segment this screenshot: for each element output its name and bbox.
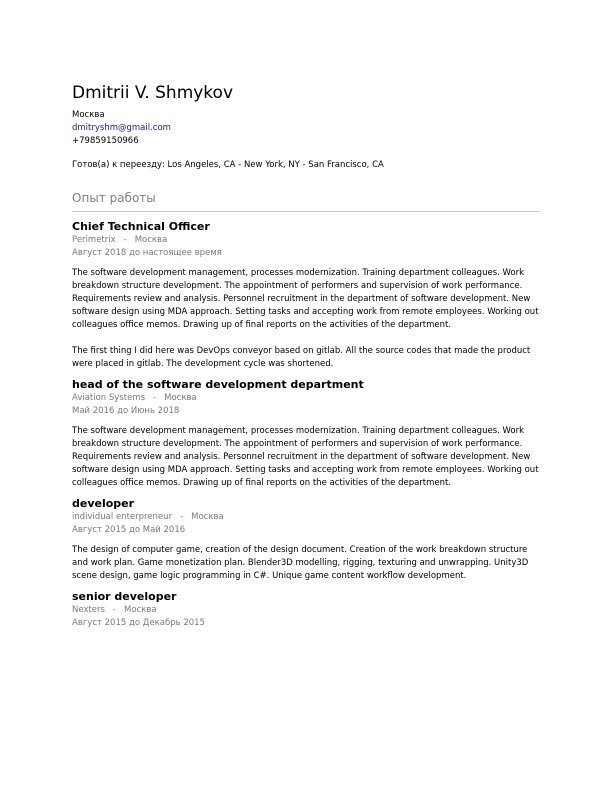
- separator: -: [153, 393, 157, 403]
- job-entry: [72, 378, 540, 490]
- job-company-line: [72, 234, 540, 247]
- candidate-name: Dmitrii V. Shmykov: [72, 83, 234, 103]
- job-description-paragraph: The design of computer game, creation of the design document. Creation of the work breakdown structure and work plan. Game monetization plan. Blender3D modelling, rigging, texturing and unwrapping. Unity3D scene design, game logic programming in C#. Unique game content workflow development.: [72, 545, 529, 581]
- job-company-line: [72, 392, 540, 405]
- job-company: individual enterpreneur: [72, 512, 173, 522]
- job-city: Москва: [164, 393, 197, 403]
- job-city: Москва: [124, 605, 157, 615]
- section-title-experience: Опыт работы: [72, 190, 540, 212]
- job-city: Москва: [191, 512, 224, 522]
- job-description-paragraph: The software development management, processes modernization. Training department colleagues. Work breakdown structure development. The appointment of performers and supervision of work performance. Requirements review and analysis. Personnel recruitment in the department of software development. New software design using MDA approach. Setting tasks and accepting work from remote employees. Working out colleagues office memos. Drawing up of final reports on the activities of the department.: [72, 426, 539, 488]
- job-title: senior developer: [72, 590, 177, 603]
- city: Москва: [72, 110, 105, 120]
- job-description-paragraph: The software development management, processes modernization. Training department colleagues. Work breakdown structure development. The appointment of performers and supervision of work performance. Requirements review and analysis. Personnel recruitment in the department of software development. New software design using MDA approach. Setting tasks and accepting work from remote employees. Working out colleagues office memos. Drawing up of final reports on the activities of the department.: [72, 268, 539, 330]
- separator: -: [180, 512, 184, 522]
- job-city: Москва: [134, 235, 168, 245]
- job-company-line: [72, 511, 540, 524]
- job-entry: [72, 220, 540, 371]
- job-list: [72, 220, 540, 630]
- job-description: [72, 425, 540, 490]
- job-company: Aviation Systems: [72, 393, 146, 403]
- separator: -: [123, 235, 127, 245]
- job-company: Nexters: [72, 605, 105, 615]
- job-description: [72, 267, 540, 371]
- job-description-paragraph: The first thing I did here was DevOps conveyor based on gitlab. All the source codes that made the product were placed in gitlab. The development cycle was shortened.: [72, 346, 531, 369]
- job-entry: [72, 590, 540, 630]
- job-description: [72, 544, 540, 583]
- email-link[interactable]: dmitryshm@gmail.com: [72, 123, 171, 133]
- job-period: Август 2015 до Май 2016: [72, 525, 186, 535]
- relocation-info: Готов(а) к переезду: Los Angeles, CA - New York, NY - San Francisco, CA: [72, 160, 384, 170]
- resume-page: [72, 82, 540, 630]
- job-period: Май 2016 до Июнь 2018: [72, 406, 180, 416]
- job-entry: [72, 497, 540, 583]
- job-company: Perimetrix: [72, 235, 116, 245]
- job-title: developer: [72, 497, 135, 510]
- job-period: Август 2015 до Декабрь 2015: [72, 618, 205, 628]
- job-title: head of the software development department: [72, 378, 364, 391]
- phone: +79859150966: [72, 136, 139, 146]
- separator: -: [112, 605, 117, 615]
- job-company-line: [72, 604, 540, 617]
- job-title: Chief Technical Officer: [72, 220, 210, 233]
- job-period: Август 2018 до настоящее время: [72, 248, 222, 258]
- contact-block: [72, 109, 540, 148]
